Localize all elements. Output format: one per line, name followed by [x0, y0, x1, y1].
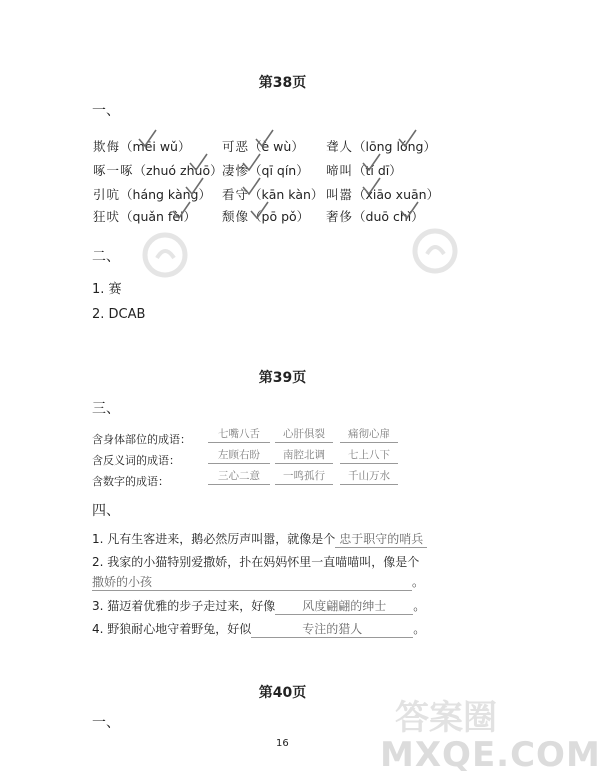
idiom-answer-box: 痛彻心扉 [340, 427, 398, 443]
pinyin-item: 聋人（lōng lóng） [326, 139, 436, 154]
idiom-answer-box: 千山万水 [340, 469, 398, 485]
check-mark-icon [240, 176, 262, 198]
check-mark-icon [360, 152, 382, 174]
idiom-answer-box: 心肝俱裂 [275, 427, 333, 443]
check-mark-icon [253, 128, 275, 150]
watermark-logo-right [410, 226, 460, 280]
idiom-row-label: 含数字的成语： [92, 475, 169, 488]
check-mark-icon [187, 152, 209, 174]
idiom-row-label: 含反义词的成语： [92, 454, 180, 467]
pinyin-item: 颓像（pō pǒ） [222, 209, 310, 224]
sentence-2: 2. 我家的小猫特别爱撒娇，扑在妈妈怀里一直喵喵叫，像是个 [92, 555, 420, 569]
page-38-title: 第38页 [258, 75, 307, 91]
sentence-1: 1. 凡有生客进来，鹅必然厉声叫嚣，就像是个 忠于职守的哨兵 [92, 530, 427, 548]
idiom-answer-box: 三心二意 [208, 469, 270, 485]
pinyin-item: 啼叫（tí dī） [326, 163, 402, 178]
check-mark-icon [136, 128, 158, 150]
sentence-2-cont: 撒娇的小孩 。 [92, 575, 425, 589]
section-4-label: 四、 [92, 503, 120, 519]
sentence-4-answer: 专注的猎人 [251, 620, 413, 638]
sentence-3-answer: 风度翩翩的绅士 [275, 597, 413, 615]
page-39-title: 第39页 [258, 370, 307, 386]
answer-1: 1. 赛 [92, 282, 122, 297]
pinyin-item: 奢侈（duō chǐ） [326, 209, 424, 224]
pinyin-item: 可恶（è wù） [222, 139, 304, 154]
check-mark-icon [183, 176, 205, 198]
pinyin-item: 欺侮（mēi wǔ） [93, 139, 191, 154]
check-mark-icon [240, 152, 262, 174]
watermark-logo-left [140, 230, 190, 284]
section-1-label: 一、 [92, 103, 120, 119]
pinyin-item: 凄惨（qī qín） [222, 163, 309, 178]
check-mark-icon [170, 200, 192, 222]
idiom-answer-box: 一鸣孤行 [275, 469, 333, 485]
idiom-answer-box: 左顾右盼 [208, 448, 270, 464]
check-mark-icon [398, 200, 420, 222]
section-2-label: 二、 [92, 249, 120, 265]
pinyin-item: 引吭（háng kàng） [93, 187, 211, 202]
idiom-row-label: 含身体部位的成语： [92, 433, 191, 446]
idiom-answer-box: 七上八下 [340, 448, 398, 464]
pinyin-item: 叫嚣（xiāo xuān） [326, 187, 440, 202]
section-1-label-p40: 一、 [92, 715, 120, 731]
check-mark-icon [248, 200, 270, 222]
answer-2: 2. DCAB [92, 307, 146, 322]
watermark-text-bottom: MXQE.COM [380, 735, 601, 775]
pinyin-item: 啄一啄（zhuó zhuō） [93, 163, 223, 178]
sentence-2-answer: 撒娇的小孩 [92, 573, 412, 591]
section-3-label: 三、 [92, 401, 120, 417]
page-number: 16 [276, 738, 289, 749]
page-40-title: 第40页 [258, 685, 307, 701]
pinyin-item: 看守（kān kàn） [222, 187, 324, 202]
idiom-answer-box: 南腔北调 [275, 448, 333, 464]
check-mark-icon [360, 176, 382, 198]
idiom-answer-box: 七嘴八舌 [208, 427, 270, 443]
sentence-1-answer: 忠于职守的哨兵 [335, 530, 427, 548]
pinyin-item: 狂吠（quǎn fèi） [93, 209, 196, 224]
sentence-4: 4. 野狼耐心地守着野兔，好似 专注的猎人 。 [92, 622, 426, 636]
watermark-text-bottom-cn: 答案圈 [395, 698, 497, 738]
check-mark-icon [396, 128, 418, 150]
sentence-3: 3. 猫迈着优雅的步子走过来，好像 风度翩翩的绅士 。 [92, 599, 426, 613]
